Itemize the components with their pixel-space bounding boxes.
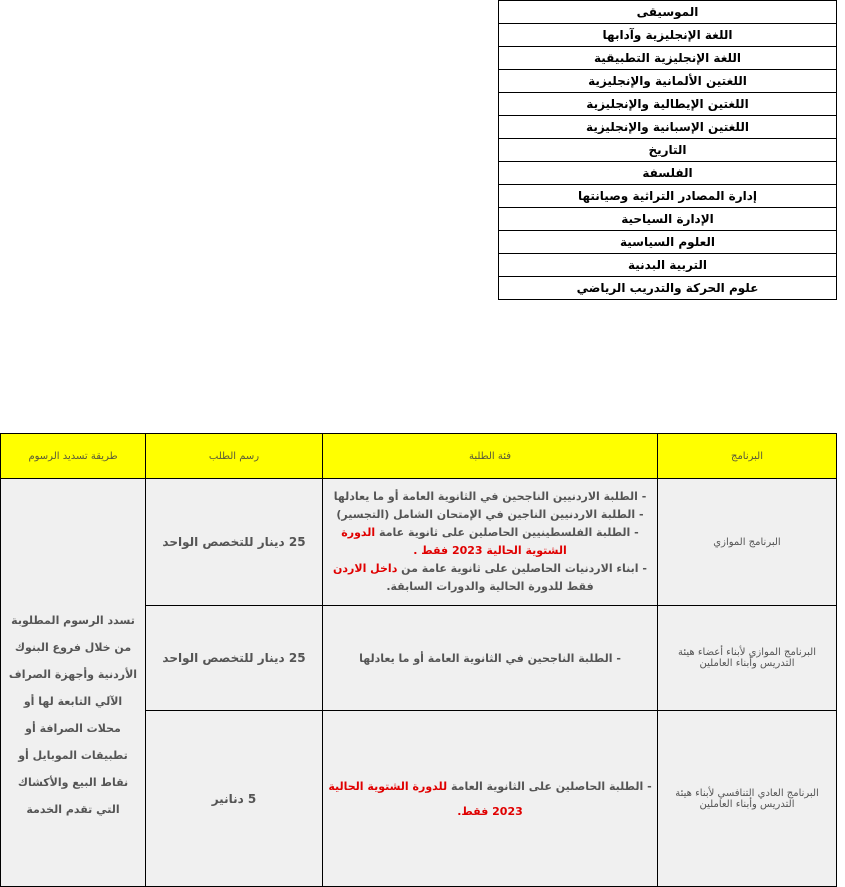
major-row xyxy=(499,208,837,231)
category-cell: - الطلبة الحاصلين على الثانوية العامة للدورة الشتوية الحالية 2023 فقط. xyxy=(323,711,658,887)
major-row xyxy=(499,277,837,300)
major-name: اللغتين الألمانية والإنجليزية xyxy=(499,70,837,93)
header-program: البرنامج xyxy=(658,434,837,479)
major-name: الموسيقى xyxy=(499,1,837,24)
fee-cell: 25 دينار للتخصص الواحد xyxy=(146,606,323,711)
category-line: - ابناء الاردنيات الحاصلين على ثانوية عامة من داخل الاردن فقط للدورة الحالية والدورات السابقة. xyxy=(333,562,647,593)
major-row xyxy=(499,185,837,208)
major-name: التربية البدنية xyxy=(499,254,837,277)
major-row xyxy=(499,254,837,277)
majors-table xyxy=(498,0,837,300)
major-name: إدارة المصادر التراثية وصيانتها xyxy=(499,185,837,208)
major-name: الفلسفة xyxy=(499,162,837,185)
program-cell: البرنامج الموازي xyxy=(658,479,837,606)
category-cell xyxy=(323,479,658,606)
header-fee: رسم الطلب xyxy=(146,434,323,479)
table-row xyxy=(1,479,837,606)
major-row xyxy=(499,231,837,254)
category-line: - الطلبة الفلسطينيين الحاصلين على ثانوية عامة الدورة الشتوية الحالية 2023 فقط . xyxy=(341,526,639,557)
major-name: اللغتين الإسبانية والإنجليزية xyxy=(499,116,837,139)
major-row xyxy=(499,162,837,185)
payment-method-cell: تسدد الرسوم المطلوبة من خلال فروع البنوك الأردنية وأجهزة الصراف الآلي التابعة لها أو محلات الصرافة أو تطبيقات الموبايل أو نقاط البيع والأكشاك التي تقدم الخدمة xyxy=(1,479,146,887)
major-row xyxy=(499,70,837,93)
category-cell: - الطلبة الناجحين في الثانوية العامة أو ما يعادلها xyxy=(323,606,658,711)
major-row xyxy=(499,1,837,24)
major-row xyxy=(499,24,837,47)
major-name: العلوم السياسية xyxy=(499,231,837,254)
category-line: - الطلبة الاردنيين الناجين في الإمتحان الشامل (التجسير) xyxy=(336,508,644,521)
major-name: الإدارة السياحية xyxy=(499,208,837,231)
fees-table xyxy=(0,433,837,887)
major-name: التاريخ xyxy=(499,139,837,162)
major-row xyxy=(499,116,837,139)
major-name: اللغة الإنجليزية التطبيقية xyxy=(499,47,837,70)
major-name: علوم الحركة والتدريب الرياضي xyxy=(499,277,837,300)
header-payment: طريقة تسديد الرسوم xyxy=(1,434,146,479)
major-row xyxy=(499,139,837,162)
major-row xyxy=(499,47,837,70)
major-name: اللغتين الإيطالية والإنجليزية xyxy=(499,93,837,116)
header-row xyxy=(1,434,837,479)
fee-cell: 25 دينار للتخصص الواحد xyxy=(146,479,323,606)
category-line: - الطلبة الاردنيين الناجحين في الثانوية العامة أو ما يعادلها xyxy=(333,490,647,503)
major-name: اللغة الإنجليزية وآدابها xyxy=(499,24,837,47)
program-cell: البرنامج العادي التنافسي لأبناء هيئة التدريس وأبناء العاملين xyxy=(658,711,837,887)
fee-cell: 5 دنانير xyxy=(146,711,323,887)
program-cell: البرنامج الموازي لأبناء أعضاء هيئة التدريس وأبناء العاملين xyxy=(658,606,837,711)
major-row xyxy=(499,93,837,116)
header-category: فئة الطلبة xyxy=(323,434,658,479)
